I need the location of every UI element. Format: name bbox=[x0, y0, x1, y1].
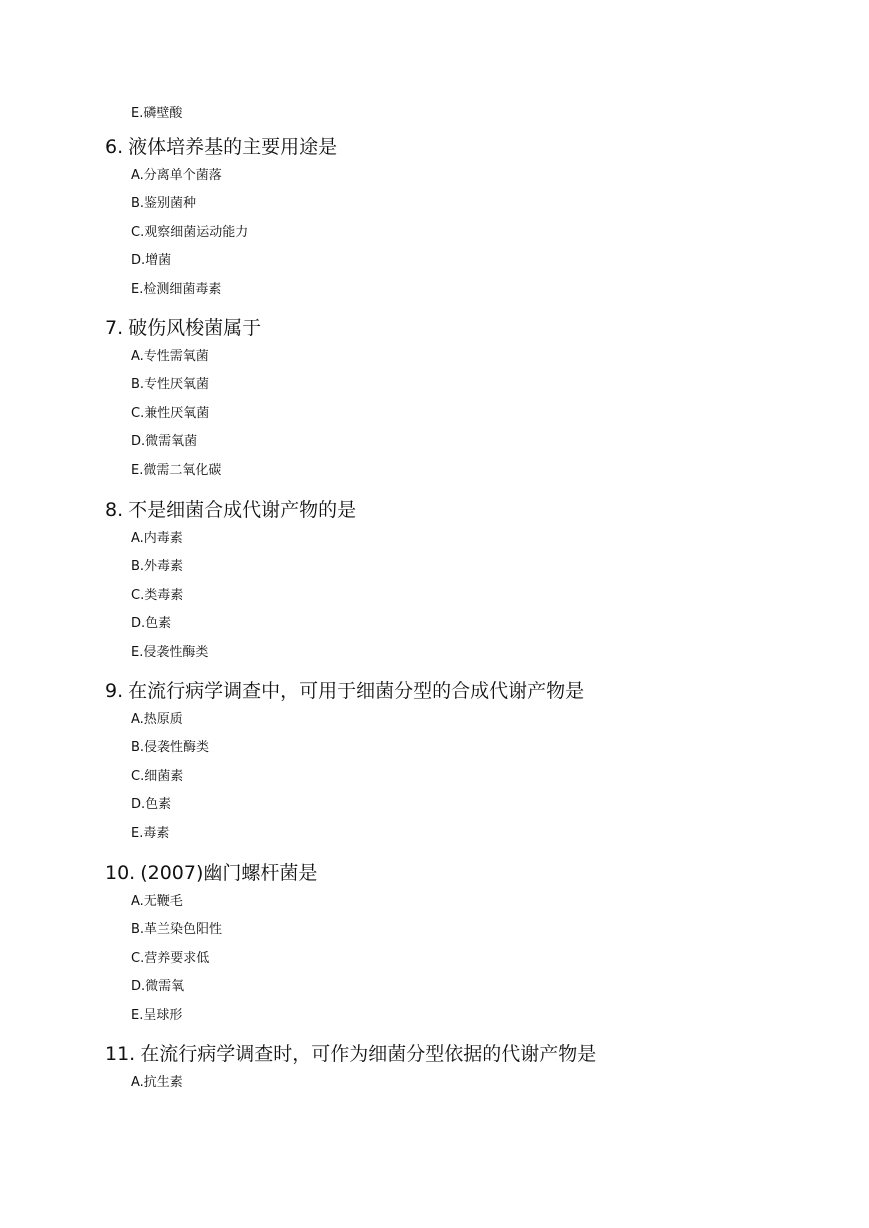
option-e: E.呈球形 bbox=[131, 1007, 183, 1023]
option-a: A.抗生素 bbox=[131, 1075, 183, 1090]
option-e: E.毒素 bbox=[131, 825, 170, 841]
option-c: C.细菌素 bbox=[131, 768, 184, 784]
question-title bbox=[105, 497, 845, 523]
question-title bbox=[105, 1041, 845, 1067]
option-d: D.色素 bbox=[131, 616, 172, 632]
question-text: 不是细菌合成代谢产物的是 bbox=[128, 499, 357, 521]
option-list bbox=[131, 529, 845, 671]
question-10 bbox=[105, 860, 845, 1034]
question-title bbox=[105, 678, 845, 704]
option-a: A.无鞭毛 bbox=[131, 894, 183, 909]
question-7 bbox=[105, 315, 845, 489]
question-number: 10. bbox=[105, 862, 136, 884]
option-list bbox=[131, 710, 845, 852]
option-a: A.分离单个菌落 bbox=[131, 168, 222, 183]
question-number: 8. bbox=[105, 499, 124, 521]
question-6 bbox=[105, 134, 845, 308]
option-list bbox=[131, 166, 845, 308]
question-text: (2007)幽门螺杆菌是 bbox=[140, 862, 318, 884]
option-c: C.类毒素 bbox=[131, 587, 184, 603]
option-b: B.革兰染色阳性 bbox=[131, 922, 223, 938]
question-text: 液体培养基的主要用途是 bbox=[128, 136, 338, 158]
question-text: 在流行病学调查中，可用于细菌分型的合成代谢产物是 bbox=[128, 680, 585, 702]
question-title bbox=[105, 134, 845, 160]
option-list bbox=[131, 347, 845, 489]
option-e: E.检测细菌毒素 bbox=[131, 281, 222, 297]
option-a: A.专性需氧菌 bbox=[131, 349, 209, 364]
option-list bbox=[131, 1073, 845, 1101]
option-b: B.侵袭性酶类 bbox=[131, 740, 210, 756]
option-e: E.侵袭性酶类 bbox=[131, 644, 209, 660]
option-c: C.观察细菌运动能力 bbox=[131, 224, 249, 240]
question-text: 破伤风梭菌属于 bbox=[128, 317, 262, 339]
question-number: 9. bbox=[105, 680, 124, 702]
option-a: A.内毒素 bbox=[131, 531, 183, 546]
option-d: D.增菌 bbox=[131, 253, 172, 269]
question-title bbox=[105, 860, 845, 886]
option-c: C.营养要求低 bbox=[131, 950, 210, 966]
option-d: D.色素 bbox=[131, 797, 172, 813]
question-title bbox=[105, 315, 845, 341]
question-number: 11. bbox=[105, 1043, 136, 1065]
option-a: A.热原质 bbox=[131, 712, 183, 727]
option-d: D.微需氧菌 bbox=[131, 434, 198, 450]
question-9 bbox=[105, 678, 845, 852]
option-b: B.外毒素 bbox=[131, 559, 184, 575]
option-b: B.鉴别菌种 bbox=[131, 196, 197, 212]
option-e-continued: E.磷壁酸 bbox=[131, 106, 183, 121]
question-number: 6. bbox=[105, 136, 124, 158]
option-e: E.微需二氧化碳 bbox=[131, 462, 222, 478]
option-d: D.微需氧 bbox=[131, 979, 185, 995]
option-b: B.专性厌氧菌 bbox=[131, 377, 210, 393]
question-11 bbox=[105, 1041, 845, 1101]
option-c: C.兼性厌氧菌 bbox=[131, 405, 210, 421]
question-number: 7. bbox=[105, 317, 124, 339]
question-text: 在流行病学调查时，可作为细菌分型依据的代谢产物是 bbox=[140, 1043, 597, 1065]
question-8 bbox=[105, 497, 845, 671]
option-list bbox=[131, 892, 845, 1034]
